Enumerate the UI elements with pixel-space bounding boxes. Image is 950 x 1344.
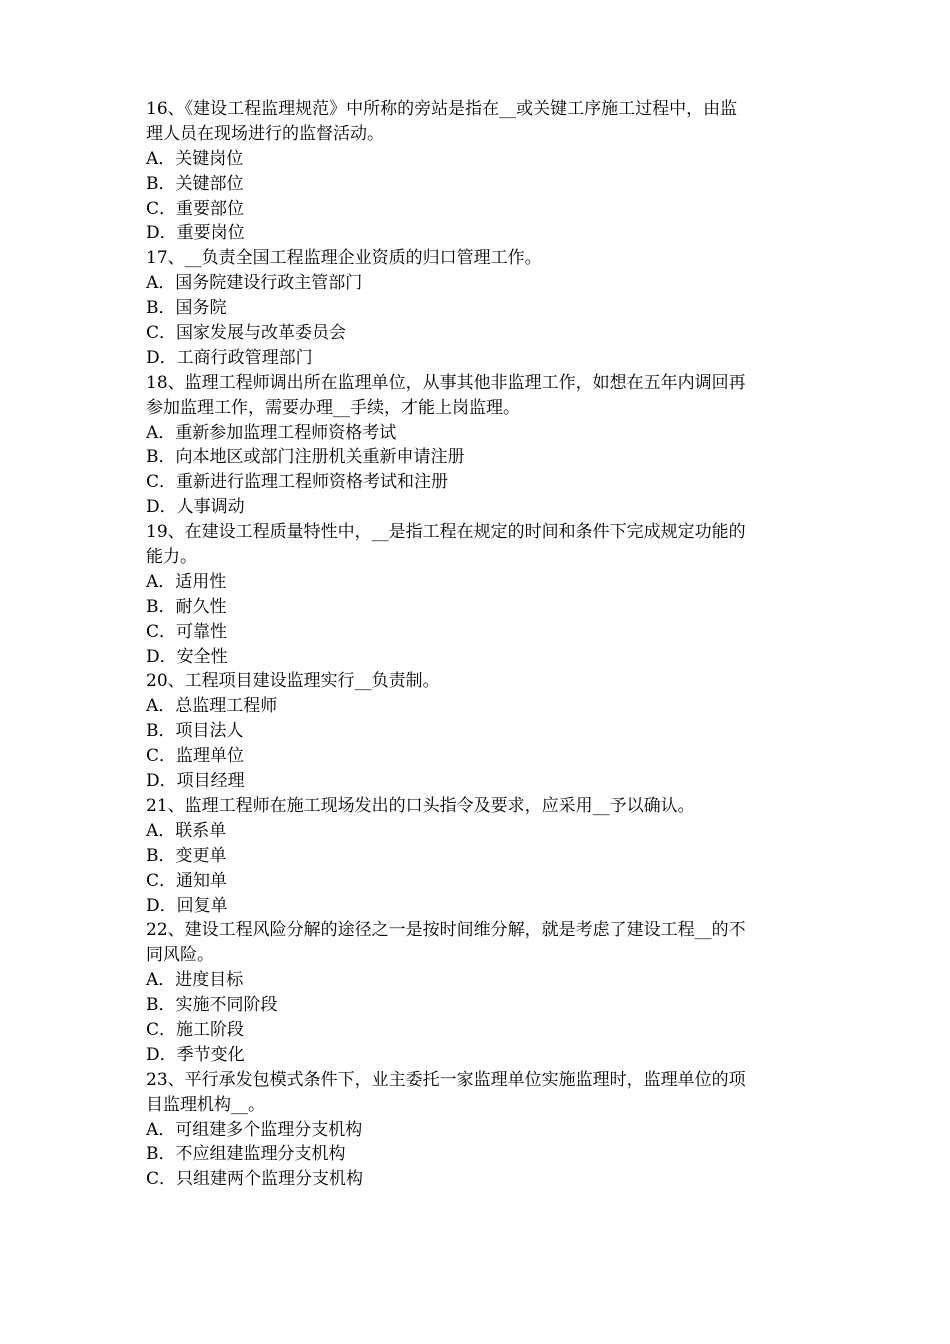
option-b: B．实施不同阶段 bbox=[146, 995, 278, 1016]
option-d: D．人事调动 bbox=[146, 497, 245, 518]
option-b: B．国务院 bbox=[146, 298, 227, 319]
question-stem: 参加监理工作，需要办理__手续，才能上岗监理。 bbox=[146, 397, 520, 418]
question-stem: 能力。 bbox=[146, 547, 197, 568]
question-stem: 19、在建设工程质量特性中，__是指工程在规定的时间和条件下完成规定功能的 bbox=[146, 522, 746, 543]
question-19 bbox=[146, 520, 810, 669]
option-c: C．国家发展与改革委员会 bbox=[146, 323, 347, 344]
option-c: C．通知单 bbox=[146, 870, 228, 891]
question-stem: 22、建设工程风险分解的途径之一是按时间维分解，就是考虑了建设工程__的不 bbox=[146, 920, 746, 941]
option-c: C．可靠性 bbox=[146, 621, 228, 642]
option-a: A．总监理工程师 bbox=[146, 696, 278, 717]
option-c: C．只组建两个监理分支机构 bbox=[146, 1169, 364, 1190]
question-stem: 21、监理工程师在施工现场发出的口头指令及要求，应采用__予以确认。 bbox=[146, 795, 695, 816]
option-b: B．耐久性 bbox=[146, 596, 227, 617]
option-b: B．项目法人 bbox=[146, 721, 244, 742]
option-c: C．监理单位 bbox=[146, 746, 245, 767]
option-d: D．项目经理 bbox=[146, 771, 245, 792]
option-d: D．工商行政管理部门 bbox=[146, 347, 313, 368]
question-stem: 16、《建设工程监理规范》中所称的旁站是指在__或关键工序施工过程中，由监 bbox=[146, 99, 738, 119]
question-20 bbox=[146, 669, 810, 793]
option-a: A．适用性 bbox=[146, 571, 227, 592]
option-b: B．不应组建监理分支机构 bbox=[146, 1144, 346, 1165]
question-17 bbox=[146, 246, 810, 370]
option-c: C．重要部位 bbox=[146, 198, 245, 219]
option-d: D．安全性 bbox=[146, 646, 228, 667]
option-a: A．进度目标 bbox=[146, 970, 244, 991]
option-c: C．施工阶段 bbox=[146, 1019, 245, 1040]
option-b: B．变更单 bbox=[146, 845, 227, 866]
option-b: B．向本地区或部门注册机关重新申请注册 bbox=[146, 447, 465, 468]
option-a: A．关键岗位 bbox=[146, 148, 244, 169]
question-16 bbox=[146, 97, 810, 246]
option-a: A．可组建多个监理分支机构 bbox=[146, 1119, 363, 1140]
question-22 bbox=[146, 918, 810, 1067]
question-stem: 目监理机构__。 bbox=[146, 1094, 265, 1115]
question-stem: 23、平行承发包模式条件下，业主委托一家监理单位实施监理时，监理单位的项 bbox=[146, 1069, 746, 1090]
question-18 bbox=[146, 371, 810, 520]
question-stem: 理人员在现场进行的监督活动。 bbox=[146, 123, 384, 144]
question-23 bbox=[146, 1068, 810, 1192]
option-a: A．国务院建设行政主管部门 bbox=[146, 273, 363, 294]
question-21 bbox=[146, 794, 810, 918]
option-b: B．关键部位 bbox=[146, 173, 244, 194]
option-a: A．联系单 bbox=[146, 820, 227, 841]
question-stem: 同风险。 bbox=[146, 945, 214, 966]
option-d: D．季节变化 bbox=[146, 1044, 245, 1065]
option-d: D．回复单 bbox=[146, 895, 228, 916]
question-stem: 17、__负责全国工程监理企业资质的归口管理工作。 bbox=[146, 248, 542, 269]
option-c: C．重新进行监理工程师资格考试和注册 bbox=[146, 472, 449, 493]
question-stem: 20、工程项目建设监理实行__负责制。 bbox=[146, 671, 440, 692]
option-a: A．重新参加监理工程师资格考试 bbox=[146, 422, 397, 443]
question-stem: 18、监理工程师调出所在监理单位，从事其他非监理工作，如想在五年内调回再 bbox=[146, 372, 746, 393]
option-d: D．重要岗位 bbox=[146, 223, 245, 244]
document-page bbox=[146, 97, 810, 1192]
